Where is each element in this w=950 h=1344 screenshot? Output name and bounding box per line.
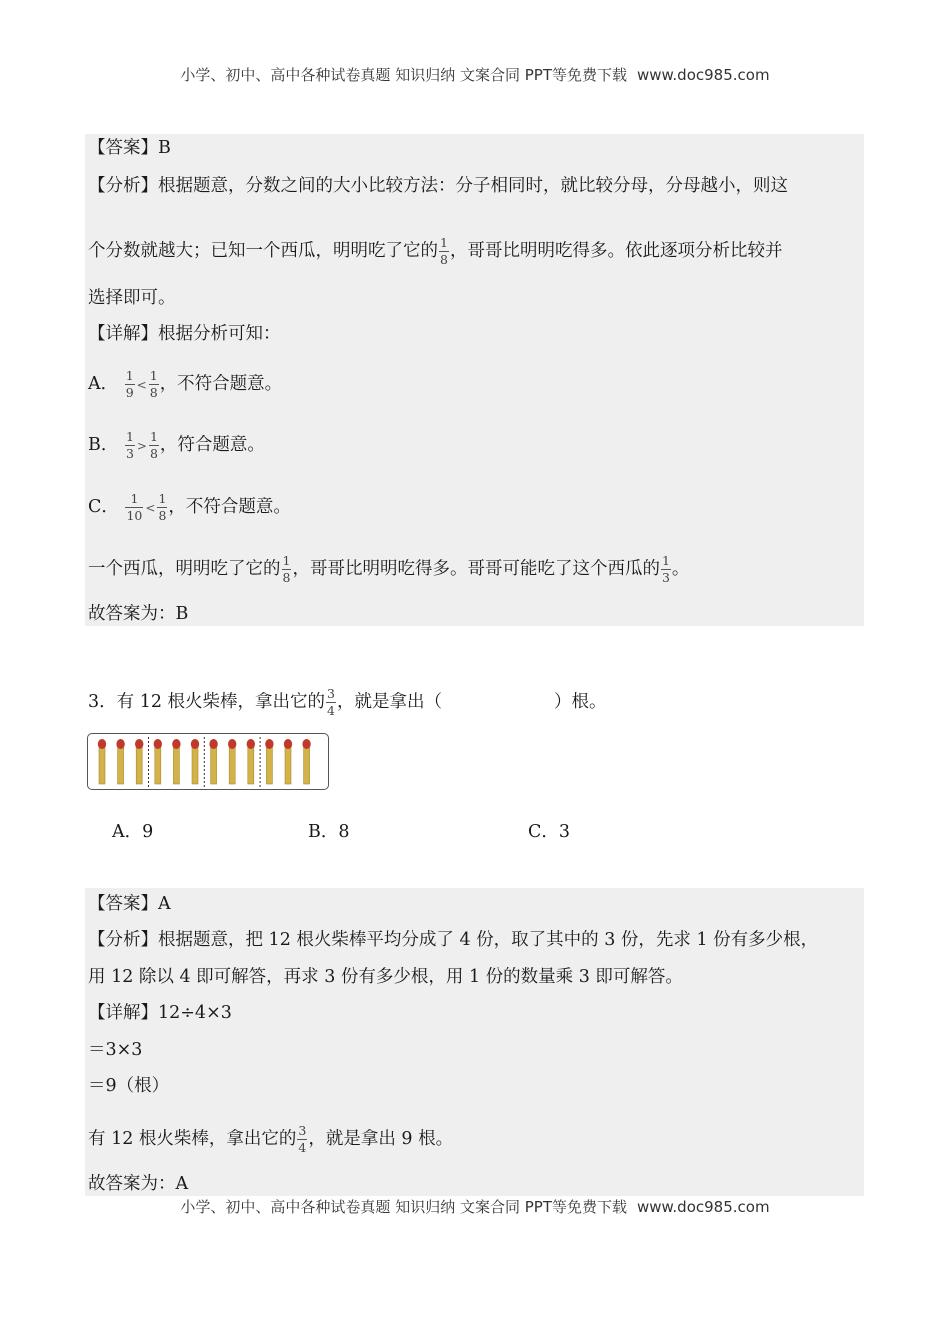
q3-analysis-line1: 【分析】根据题意，把 12 根火柴棒平均分成了 4 份，取了其中的 3 份，先求 1 份有多少根， [88, 930, 819, 950]
fraction-1-10: $\frac{1}{10}$ [126, 491, 143, 523]
fraction-1-3: $\frac{1}{3}$ [125, 429, 134, 461]
matchstick [247, 739, 255, 784]
matchstick [135, 739, 143, 784]
matchstick [209, 739, 217, 784]
q3-analysis-line2: 用 12 除以 4 即可解答，再求 3 份有多少根，用 1 份的数量乘 3 即可解答。 [88, 967, 683, 987]
fraction-1-8: $\frac{1}{8}$ [158, 491, 167, 523]
matchstick [284, 739, 292, 784]
matchsticks-figure [87, 733, 329, 790]
fraction-3-4: $\frac{3}{4}$ [327, 686, 335, 718]
matchstick [265, 739, 273, 784]
page-header [0, 64, 950, 85]
q2-analysis-line3: 选择即可。 [88, 288, 176, 308]
q3-option-a[interactable]: A．9 [112, 822, 154, 842]
q2-analysis-line1: 【分析】根据题意，分数之间的大小比较方法：分子相同时，就比较分母，分母越小，则这 [88, 176, 788, 196]
q2-option-a: A． $\frac{1}{9}$ < $\frac{1}{8}$ ，不符合题意。 [88, 368, 283, 400]
matchstick [172, 739, 180, 784]
matchstick [98, 739, 106, 784]
q3-answer: 【答案】A [88, 894, 171, 914]
fraction-1-8: $\frac{1}{8}$ [440, 235, 448, 267]
fraction-1-8: $\frac{1}{8}$ [282, 553, 291, 585]
footer-url[interactable]: www.doc985.com [636, 1198, 770, 1216]
q2-analysis-text-a: 个分数就越大；已知一个西瓜，明明吃了它的 [88, 241, 438, 261]
q2-answer: 【答案】B [88, 138, 171, 158]
header-text: 小学、初中、高中各种试卷真题 知识归纳 文案合同 PPT等免费下载 [180, 66, 627, 84]
less-than-sign: < [145, 500, 156, 515]
q3-conclusion: 故答案为：A [88, 1174, 189, 1194]
matchstick [302, 739, 310, 784]
matchsticks-svg [88, 734, 330, 791]
q3-option-c[interactable]: C．3 [528, 822, 571, 842]
matchstick [154, 739, 162, 784]
matchstick [116, 739, 124, 784]
q2-option-b: B． $\frac{1}{3}$ > $\frac{1}{8}$ ，符合题意。 [88, 429, 265, 461]
less-than-sign: < [136, 377, 147, 392]
q3-detail-line3: ＝9（根） [88, 1076, 170, 1096]
q2-summary: 一个西瓜，明明吃了它的 $\frac{1}{8}$ ，哥哥比明明吃得多。哥哥可能吃了这个西瓜的 $\frac{1}{3}$ 。 [88, 553, 690, 585]
q3-option-b[interactable]: B．8 [308, 822, 350, 842]
q2-analysis-line2 [88, 236, 782, 267]
fraction-1-8: $\frac{1}{8}$ [149, 429, 158, 461]
greater-than-sign: > [136, 438, 147, 453]
header-url[interactable]: www.doc985.com [636, 66, 770, 84]
q2-option-c: C． $\frac{1}{10}$ < $\frac{1}{8}$ ，不符合题意。 [88, 491, 291, 523]
q2-conclusion: 故答案为：B [88, 604, 189, 624]
page-footer [0, 1196, 950, 1217]
footer-text: 小学、初中、高中各种试卷真题 知识归纳 文案合同 PPT等免费下载 [180, 1198, 627, 1216]
q3-detail-line1: 【详解】12÷4×3 [88, 1003, 232, 1023]
fraction-1-9: $\frac{1}{9}$ [125, 368, 134, 400]
fraction-1-3: $\frac{1}{3}$ [661, 553, 670, 585]
q3-stem: 3．有 12 根火柴棒，拿出它的 $\frac{3}{4}$ ，就是拿出（ ）根。 [88, 686, 607, 718]
matchstick [228, 739, 236, 784]
fraction-1-8: $\frac{1}{8}$ [149, 368, 158, 400]
q2-detail-heading: 【详解】根据分析可知： [88, 324, 281, 344]
q2-analysis-text-b: ，哥哥比明明吃得多。依此逐项分析比较并 [449, 241, 783, 261]
q3-summary: 有 12 根火柴棒，拿出它的 $\frac{3}{4}$ ，就是拿出 9 根。 [88, 1123, 454, 1155]
matchstick [191, 739, 199, 784]
q3-detail-line2: ＝3×3 [88, 1040, 143, 1060]
fraction-3-4: $\frac{3}{4}$ [298, 1123, 307, 1155]
